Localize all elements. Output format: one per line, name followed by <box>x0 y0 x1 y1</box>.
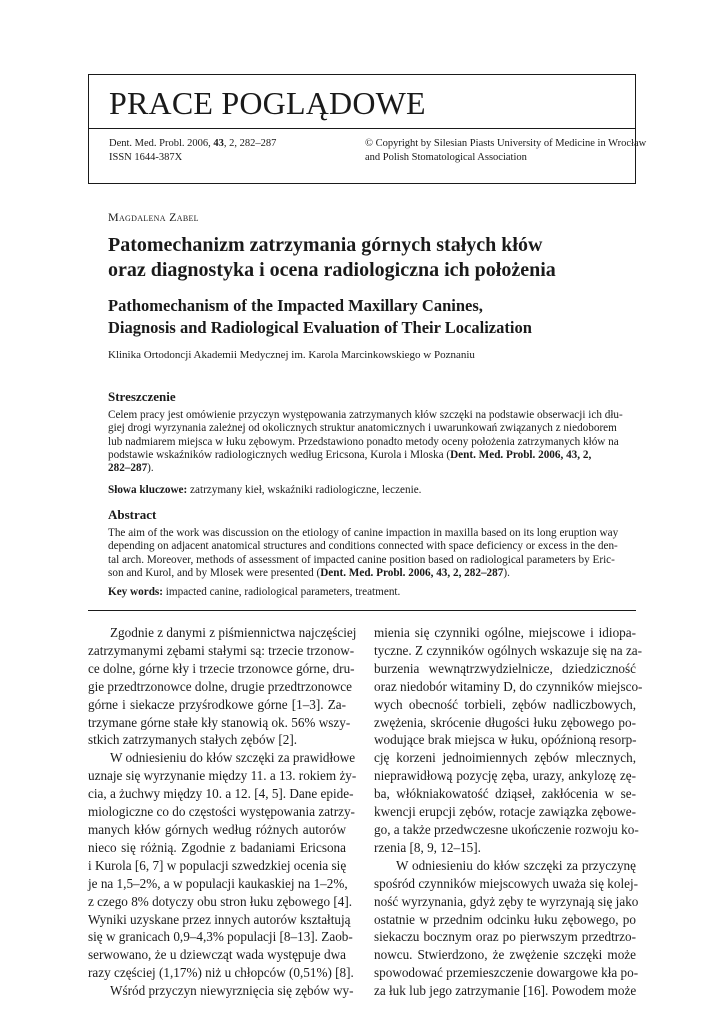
body-text-line: spośród czynników miejscowych uważa się kolej- <box>374 875 639 891</box>
body-text-line: zwężenia, skrócenie długości łuku zębowego po- <box>374 714 636 730</box>
section-title: PRACE POGLĄDOWE <box>109 85 426 121</box>
author-name <box>108 210 199 225</box>
streszczenie-line <box>108 449 638 462</box>
abstract-line-text: son and Kurol, and by Mlosek were presented ( <box>108 566 321 579</box>
streszczenie-line: giej drogi wyrzynania zależnej od okolicznych struktur anatomicznych i uwarunkowań związanych z niedoborem <box>108 422 617 435</box>
body-text-line: ba, włókniakowatość dziąseł, zakłócenia w se- <box>374 786 636 802</box>
body-text-line: nowcu. Stwierdzono, że zwężenie szczęki może <box>374 947 636 963</box>
abstract-citation: Dent. Med. Probl. 2006, 43, 2, 282–287 <box>320 566 504 579</box>
body-text-line: cję korzeni jednoimiennych zębów mlecznych, <box>374 750 636 766</box>
copyright-line-1: © Copyright by Silesian Piasts University of Medicine in Wrocław <box>365 138 647 149</box>
streszczenie-keywords <box>108 484 421 496</box>
body-text-line: nieco się różnią. Zgodnie z badaniami Ericsona <box>88 839 346 855</box>
author-first-initial: M <box>108 210 119 224</box>
body-text-line: je na 1,5–2%, a w populacji kaukaskiej na 1–2%, <box>88 875 348 891</box>
body-text-line: miologiczne co do częstości występowania zatrzy- <box>88 804 355 820</box>
body-text-line: ostatnie w przednim odcinku łuku zębowego, po <box>374 911 636 927</box>
title-english-line: Diagnosis and Radiological Evaluation of Their Localization <box>108 318 532 337</box>
body-text-line: górne i siekacze przyśrodkowe górne [1–3]. Za- <box>88 696 346 712</box>
streszczenie-line: Celem pracy jest omówienie przyczyn występowania zatrzymanych kłów szczęki na podstawie obserwacji ich dłu- <box>108 409 623 421</box>
body-text-line: spowodować przemieszczenie dowargowe kła po- <box>374 965 639 981</box>
body-text-line: wodujące brak miejsca w łuku, opóźnioną resorp- <box>374 732 637 748</box>
body-text-line: serwowano, że u dziewcząt wada występuje dwa <box>88 947 346 963</box>
body-text-line: wych obecność torbieli, zębów nadliczbowych, <box>374 696 636 712</box>
body-text-line: uznaje się wyrzynanie między 11. a 13. rokiem ży- <box>88 768 357 784</box>
abstract-text <box>108 527 638 580</box>
journal-header-box <box>88 74 647 184</box>
keywords-text-pl: zatrzymany kieł, wskaźniki radiologiczne, leczenie. <box>187 484 422 496</box>
body-text-line: cia, a żuchwy między 10. a 12. [4, 5]. Dane epide- <box>88 786 354 802</box>
keywords-label-pl: Słowa kluczowe: <box>108 484 188 496</box>
author-last-initial: Z <box>169 210 177 224</box>
body-text-line: mienia się czynniki ogólne, miejscowe i idiopa- <box>374 625 636 640</box>
issn: ISSN 1644-387X <box>109 152 183 163</box>
body-text-line: oraz niedobór witaminy D, do czynników miejsco- <box>374 678 643 694</box>
abstract-keywords <box>108 586 400 598</box>
body-text-line: gie przedtrzonowce dolne, drugie przedtrzonowce <box>88 678 352 694</box>
copyright-block <box>365 137 647 165</box>
body-text-line: zatrzymanymi zębami stałymi są: trzecie trzonow- <box>88 642 355 658</box>
body-column-left <box>88 624 357 1000</box>
citation-volume: 43 <box>213 138 224 149</box>
body-text-line: za łuk lub jego zatrzymanie [16]. Powodem może <box>374 983 637 999</box>
body-text-line: kwencji erupcji zębów, rotacje zawiązka zębowe- <box>374 804 636 820</box>
body-text-line: go, a także przedwczesne ukończenie rozwoju ko- <box>374 821 639 837</box>
keywords-text-en: impacted canine, radiological parameters, treatment. <box>163 586 401 598</box>
body-text-line: manych kłów górnych według różnych autorów <box>88 821 346 837</box>
streszczenie-line-text: ). <box>147 462 154 475</box>
abstract-divider <box>88 610 636 611</box>
author-last-rest: abel <box>176 210 199 224</box>
body-text-line: się w granicach 0,9–4,3% populacji [8–13]. Zaob- <box>88 929 353 945</box>
abstract-line <box>108 567 638 580</box>
body-column-right <box>374 624 643 1000</box>
title-polish-line: Patomechanizm zatrzymania górnych stałych kłów <box>108 234 543 256</box>
body-text-line: z czego 8% dotyczy obu stron łuku zębowego [4]. <box>88 893 353 909</box>
body-text-line: W odniesieniu do kłów szczęki za przyczynę <box>396 857 636 873</box>
body-text-line: Zgodnie z danymi z piśmiennictwa najczęściej <box>110 625 357 640</box>
title-polish <box>108 233 648 283</box>
body-text-line: i Kurola [6, 7] w populacji szwedzkiej ocenia się <box>88 857 347 873</box>
body-text-line: trzymane górne stałe kły stanowią ok. 56% wszy- <box>88 714 351 730</box>
abstract-heading: Abstract <box>108 507 157 522</box>
body-text-line: rzenia [8, 9, 12–15]. <box>374 839 481 855</box>
body-text-line: stkich zatrzymanych stałych zębów [2]. <box>88 732 298 748</box>
streszczenie-heading: Streszczenie <box>108 389 176 404</box>
citation-pages: , 2, 282–287 <box>223 138 277 149</box>
body-text-line: razy częściej (1,17%) niż u chłopców (0,51%) [8]. <box>88 965 354 981</box>
citation-line <box>109 137 276 151</box>
abstract-line: depending on adjacent anatomical structures and conditions connected with space deficiency or excess in the den- <box>108 540 618 553</box>
title-english-line: Pathomechanism of the Impacted Maxillary Canines, <box>108 296 483 315</box>
streszczenie-line <box>108 462 638 475</box>
title-polish-line: oraz diagnostyka i ocena radiologiczna ich położenia <box>108 259 556 281</box>
streszczenie-line-text: podstawie wskaźników radiologicznych według Ericsona, Kurola i Mloska ( <box>108 448 451 461</box>
body-text-line: ność wyrzynania, gdyż zęby te wyrzynają się jako <box>374 893 639 909</box>
body-text-line: ce dolne, górne kły i trzecie trzonowce górne, dru- <box>88 660 355 676</box>
author-first-rest: agdalena <box>118 210 166 224</box>
streszczenie-text <box>108 409 638 475</box>
copyright-line-2: and Polish Stomatological Association <box>365 152 527 163</box>
citation-block <box>109 137 276 165</box>
abstract-line: The aim of the work was discussion on the etiology of canine impaction in maxilla based on its long eruption way <box>108 527 619 539</box>
keywords-label-en: Key words: <box>108 586 163 598</box>
body-text-line: siekaczu bocznym oraz po pierwszym przedtrzo- <box>374 929 636 945</box>
body-text-line: Wśród przyczyn niewyrznięcia się zębów wy- <box>110 983 354 999</box>
header-divider <box>89 128 635 129</box>
abstract-line: tal arch. Moreover, methods of assessment of impacted canine position based on radiological parameters by Eric- <box>108 553 615 566</box>
streszczenie-line: lub nadmiarem miejsca w łuku zębowym. Przedstawiono ponadto metody oceny położenia zatrzymanych kłów na <box>108 435 619 448</box>
streszczenie-citation-pages: 282–287 <box>108 462 148 475</box>
body-text-line: W odniesieniu do kłów szczęki za prawidłowe <box>110 750 356 766</box>
body-text-line: Wyniki uzyskane przez innych autorów kształtują <box>88 911 351 927</box>
affiliation: Klinika Ortodoncji Akademii Medycznej im. Karola Marcinkowskiego w Poznaniu <box>108 349 475 361</box>
body-text-line: burzenia wewnątrzwydzielnicze, dziedziczność <box>374 660 636 676</box>
streszczenie-citation: Dent. Med. Probl. 2006, 43, 2, <box>450 448 592 461</box>
citation-journal: Dent. Med. Probl. 2006, <box>109 138 214 149</box>
body-text-line: nieprawidłową pozycję zęba, urazy, ankylozę zę- <box>374 768 636 784</box>
title-english <box>108 295 648 339</box>
abstract-line-text: ). <box>503 566 510 579</box>
body-text-line: tyczne. Z czynników ogólnych wskazuje się na za- <box>374 642 643 658</box>
